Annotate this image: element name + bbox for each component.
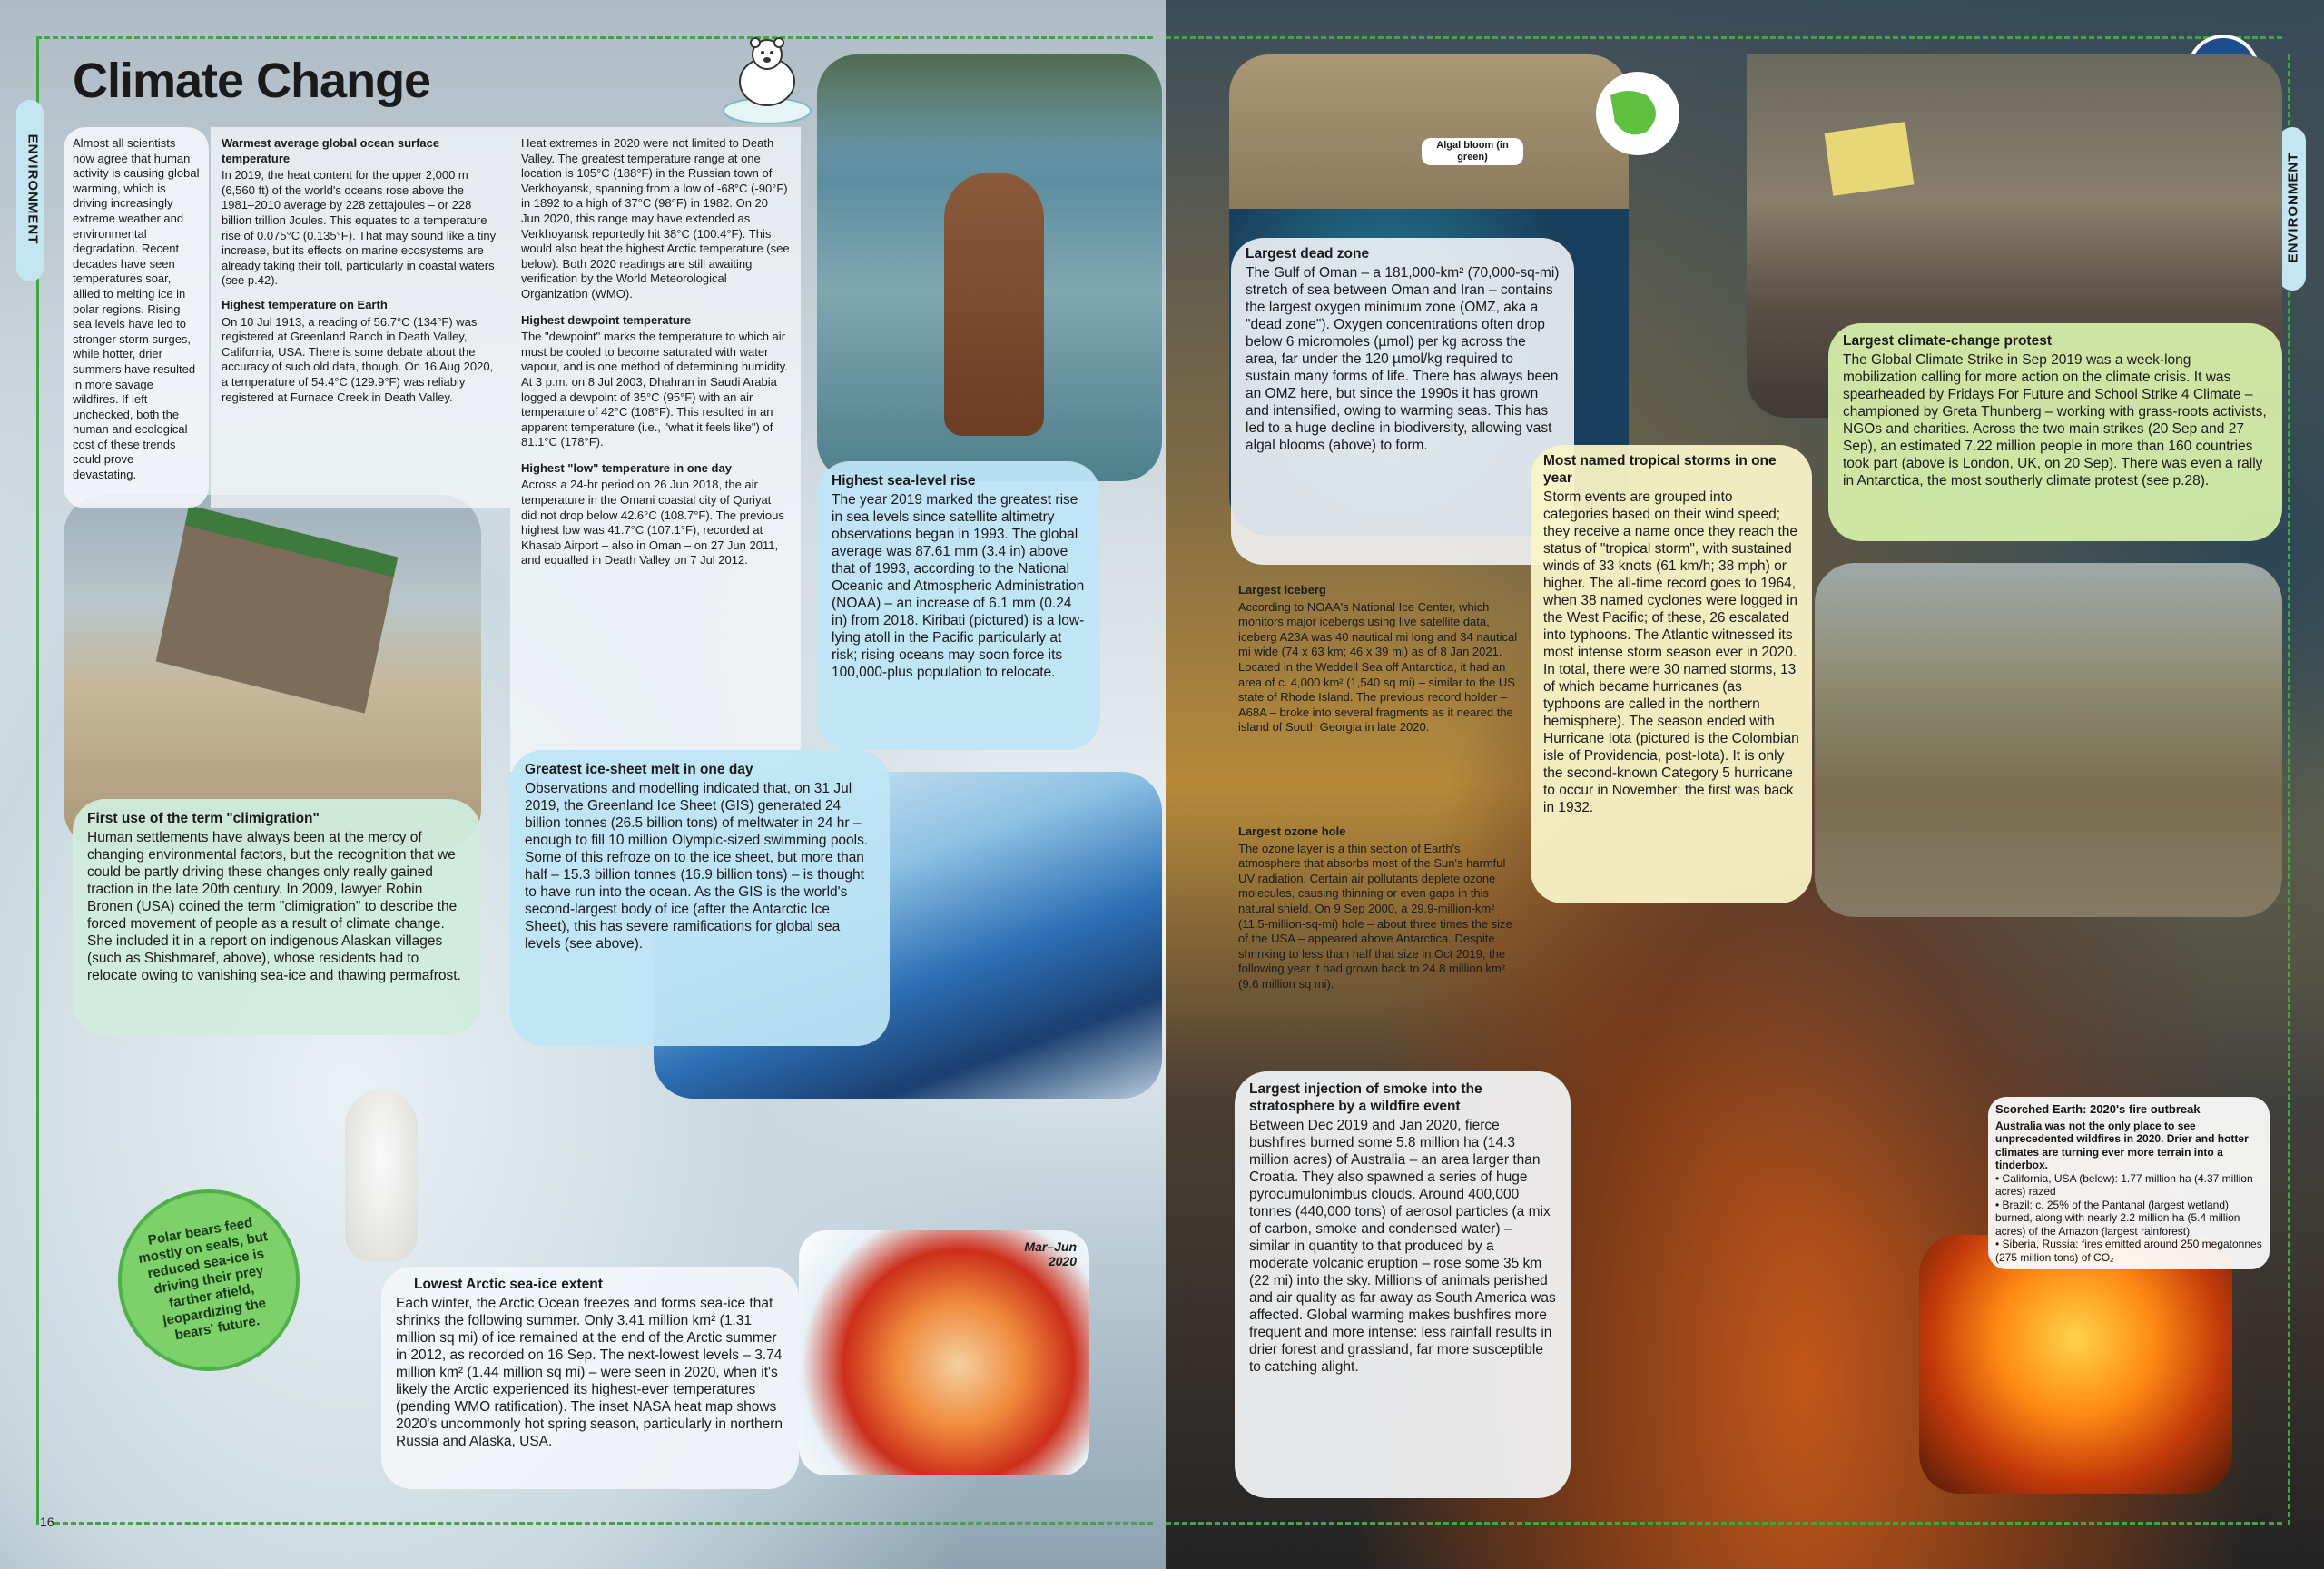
dead-zone-text: The Gulf of Oman – a 181,000-km² (70,000-sq-mi) stretch of sea between Oman and Iran – contains the largest oxygen minimum zone (OMZ, aka a "dead zone"). Oxygen concentrations often drop below 6 micromoles (µmol) per kg across the area, far under the 120 µmol/kg required to sustain many forms of life. There has always been an OMZ here, but since the 1990s it has grown and intensified, owing to warming seas. This has led to a huge decline in biodiversity, allowing vast algal blooms (above) to form. xyxy=(1246,265,1560,453)
scorched-earth-heading: Scorched Earth: 2020's fire outbreak xyxy=(1995,1102,2201,1116)
iceberg-box xyxy=(1229,577,1529,804)
temperature-range-text: Heat extremes in 2020 were not limited to Death Valley. The greatest temperature range at one location is 105°C (188°F) in the Russian town of Verkhoyansk, spanning from a low of -68°C (-90°F) in 1892 to a high of 37°C (98°F) in 1982. On 20 Jun 2020, this range may have extended as Verkhoyansk reportedly hit 38°C (100.4°F). This would also beat the highest Arctic temperature (see below). Both 2020 readings are still awaiting verification by the World Meteorological Organization (WMO). xyxy=(521,136,790,301)
section-label-right: ENVIRONMENT xyxy=(2285,152,2301,263)
climigration-text: Human settlements have always been at the mercy of changing environmental factors, but the recognition that we could be partly driving these changes only really gained traction in the late 20th century. In 2009, lawyer Robin Bronen (USA) coined the term "climigration" to describe the forced movement of people as a result of climate change. She included it in a report on indigenous Alaskan villages (such as Shishmaref, above), whose residents had to relocate owing to vanishing sea-ice and thawing permafrost. xyxy=(87,830,461,983)
sea-level-box xyxy=(817,461,1100,750)
wildfire-smoke-box xyxy=(1235,1071,1571,1498)
sea-ice-heading: Lowest Arctic sea-ice extent xyxy=(414,1277,603,1292)
protest-heading: Largest climate-change protest xyxy=(1843,333,2052,349)
scorched-earth-item: • California, USA (below): 1.77 million ha (4.37 million acres) razed xyxy=(1995,1171,2253,1199)
ozone-text: The ozone layer is a thin section of Earth's atmosphere that absorbs most of the Sun's harmful UV radiation. Certain air pollutants deplete ozone molecules, causing thinning or even gaps in this natural shield. On 9 Sep 2000, a 29.9-million-km² (11.5-million-sq-mi) hole – about three times the size of the USA – appeared above Antarctica. Despite shrinking to less than half that size in Oct 2019, the following year it had grown back to 24.8 million km² (9.6 million sq mi). xyxy=(1238,841,1512,991)
ocean-temp-box xyxy=(211,127,510,508)
intro-box xyxy=(64,127,209,508)
dewpoint-heading: Highest dewpoint temperature xyxy=(521,312,692,327)
sea-level-heading: Highest sea-level rise xyxy=(832,473,976,488)
climigration-box xyxy=(73,799,481,1035)
polar-bear-photo xyxy=(327,1071,436,1280)
page-title: Climate Change xyxy=(73,54,431,108)
scorched-earth-item: • Brazil: c. 25% of the Pantanal (largest wetland) burned, along with nearly 2.2 million ha (5.4 million acres) of the Amazon (largest rainforest) xyxy=(1995,1198,2240,1238)
globe-icon xyxy=(1592,68,1683,159)
climigration-heading: First use of the term "climigration" xyxy=(87,811,320,826)
section-tab-right xyxy=(2279,127,2306,291)
polar-bear-icon xyxy=(717,27,817,127)
wildfire-smoke-text: Between Dec 2019 and Jan 2020, fierce bushfires burned some 5.8 million ha (14.3 million acres) of Australia – an area larger than Croatia. They also spawned a series of huge pyrocumulonimbus clouds. Around 400,000 tonnes (440,000 tons) of aerosol particles (a mix of carbon, smoke and condensed water) – similar in quantity to that produced by a moderate volcanic eruption – rose some 35 km (22 mi) into the sky. Millions of animals perished and air quality as far away as South America was affected. Global warming makes bushfires more frequent and more intense: less rainfall results in drier forest and grassland, far more susceptible to catching alight. xyxy=(1249,1118,1556,1375)
temperature-range-box xyxy=(510,127,801,772)
right-page xyxy=(1166,0,2324,1569)
highest-low-text: Across a 24-hr period on 26 Jun 2018, the air temperature in the Omani coastal city of Quriyat did not drop below 42.6°C (108.7°F). The previous highest low was 41.7°C (107.1°F), recorded at Khasab Airport – also in Oman – on 27 Jun 2011, and equalled in Death Valley on 7 Jul 2012. xyxy=(521,478,784,567)
arctic-heat-map[interactable] xyxy=(799,1230,1089,1475)
heat-map-label: Mar–Jun 2020 xyxy=(1024,1239,1077,1268)
tropical-storms-text: Storm events are grouped into categories based on their wind speed; they receive a name once they reach the status of "tropical storm", with sustained winds of 33 knots (61 km/h; 38 mph) or higher. The all-time record goes to 1964, when 38 named cyclones were logged in the West Pacific; of these, 26 escalated into typhoons. The Atlantic witnessed its most intense storm season ever in 2020. In total, there were 30 named storms, 13 of which became hurricanes (as typhoons are called in the northern hemisphere). The season ended with Hurricane Iota (pictured is the Colombian isle of Providencia, post-Iota). It is only the second-known Category 5 hurricane to occur in November; the first was back in 1932. xyxy=(1543,489,1799,815)
dead-zone-box xyxy=(1231,238,1574,565)
dead-zone-heading: Largest dead zone xyxy=(1246,246,1370,262)
kiribati-photo xyxy=(817,54,1162,481)
tropical-storms-box xyxy=(1531,445,1812,903)
iceberg-text: According to NOAA's National Ice Center, which monitors major icebergs using live satellite data, iceberg A23A was 40 nautical mi long and 34 nautical mi wide (74 x 63 km; 46 x 39 mi) as of 8 Jan 2021. Located in the Weddell Sea off Antarctica, it had an area of c. 4,000 km² (1,540 sq mi) – similar to the US state of Rhode Island. The previous record holder – A68A – broke into several fragments as it neared the island of South Georgia in late 2020. xyxy=(1238,599,1518,735)
sea-ice-box xyxy=(381,1267,799,1489)
right-page-number: 17 xyxy=(2255,1515,2270,1529)
polar-bear-callout xyxy=(103,1175,314,1386)
highest-low-heading: Highest "low" temperature in one day xyxy=(521,460,732,475)
frame-bottom-dash xyxy=(54,1522,1153,1525)
wildfire-smoke-heading: Largest injection of smoke into the stratosphere by a wildfire event xyxy=(1249,1081,1482,1114)
scorched-earth-intro: Australia was not the only place to see unprecedented wildfires in 2020. Drier and hotter climates are turning ever more terrain into a tinderbox. xyxy=(1995,1119,2249,1172)
dewpoint-text: The "dewpoint" marks the temperature to which air must be cooled to become saturated with water vapour, and is one method of determining humidity. At 3 p.m. on 8 Jul 2003, Dhahran in Saudi Arabia logged a dewpoint of 35°C (95°F) with an air temperature of 42°C (108°F). This resulted in an apparent temperature (i.e., "what it feels like") of 81.1°C (178°F). xyxy=(521,330,788,449)
iceberg-heading: Largest iceberg xyxy=(1238,583,1326,597)
highest-temp-text: On 10 Jul 1913, a reading of 56.7°C (134°F) was registered at Greenland Ranch in Death Valley, California, USA. There is some debate about the accuracy of such old data, though. On 16 Aug 2020, a temperature of 54.4°C (129.9°F) was reliably registered at Furnace Creek in Death Valley. xyxy=(222,314,494,404)
ozone-heading: Largest ozone hole xyxy=(1238,824,1346,838)
ozone-box xyxy=(1229,819,1529,1055)
sea-level-text: The year 2019 marked the greatest rise in sea levels since satellite altimetry observations began in 1993. The global average was 87.61 mm (3.4 in) above that of 1993, according to the National Oceanic and Atmospheric Administration (NOAA) – an increase of 6.1 mm (0.24 in) from 2018. Kiribati (pictured) is a low-lying atoll in the Pacific particularly at risk; rising oceans may soon force its 100,000-plus population to relocate. xyxy=(832,492,1085,680)
providencia-photo xyxy=(1815,563,2282,917)
california-fire-photo xyxy=(1919,1235,2232,1494)
shishmaref-photo xyxy=(64,495,481,849)
scorched-earth-item: • Siberia, Russia: fires emitted around 250 megatonnes (275 million tons) of CO₂ xyxy=(1995,1238,2262,1264)
protest-text: The Global Climate Strike in Sep 2019 was a week-long mobilization calling for more action on the climate crisis. It was spearheaded by Fridays For Future and School Strike 4 Climate – championed by Greta Thunberg – working with grass-roots activists, NGOs and charities. Across the two main strikes (20 Sep and 27 Sep), an estimated 7.22 million people in more than 160 countries took part (above is London, UK, on 20 Sep). There was even a rally in Antarctica, the most southerly climate protest (see p.28). xyxy=(1843,352,2267,488)
ocean-temp-heading: Warmest average global ocean surface temperature xyxy=(222,136,440,165)
frame-bottom-dash-right xyxy=(1166,1522,2282,1525)
ice-sheet-melt-box xyxy=(510,750,890,1046)
frame-top-dash xyxy=(36,36,1153,39)
scorched-earth-box xyxy=(1988,1097,2270,1269)
ice-sheet-melt-heading: Greatest ice-sheet melt in one day xyxy=(525,762,753,777)
left-page-number: 16 xyxy=(40,1515,54,1529)
section-tab xyxy=(16,100,44,281)
ocean-temp-text: In 2019, the heat content for the upper 2,000 m (6,560 ft) of the world's oceans rose above the 1981–2010 average by 228 zettajoules – or 228 billion trillion Joules. This equates to a temperature rise of 0.075°C (0.135°F). That may sound like a tiny increase, but its effects on marine ecosystems are already taking their toll, particularly in coastal waters (see p.42). xyxy=(222,168,497,288)
frame-top-dash-right xyxy=(1166,36,2282,39)
polar-bear-callout-text: Polar bears feed mostly on seals, but reduced sea-ice is driving their prey farther afield, jeopardizing the bears' future. xyxy=(137,1214,270,1344)
algal-bloom-label: Algal bloom (in green) xyxy=(1422,138,1523,165)
tropical-storms-heading: Most named tropical storms in one year xyxy=(1543,453,1777,486)
ice-sheet-melt-text: Observations and modelling indicated that, on 31 Jul 2019, the Greenland Ice Sheet (GIS) generated 24 billion tonnes (26.5 billion tons) of meltwater in 24 hr – enough to fill 10 million Olympic-sized swimming pools. Some of this refroze on to the ice sheet, but more than half – 15.3 billion tonnes (16.9 billion tons) – is thought to have run into the ocean. As the GIS is the world's second-largest body of ice (after the Antarctic Ice Sheet), this has severe ramifications for global sea levels (see above). xyxy=(525,781,869,952)
section-label: ENVIRONMENT xyxy=(25,133,41,245)
highest-temp-heading: Highest temperature on Earth xyxy=(222,297,388,311)
protest-box xyxy=(1828,323,2282,541)
intro-text: Almost all scientists now agree that human activity is causing global warming, which is driving increasingly extreme weather and environmental degradation. Recent decades have seen temperatures soar, allied to melting ice in polar regions. Rising sea levels have led to stronger storm surges, while hotter, drier summers have resulted in more savage wildfires. If left unchecked, both the human and ecological cost of these trends could prove devastating. xyxy=(73,136,200,482)
sea-ice-text: Each winter, the Arctic Ocean freezes and forms sea-ice that shrinks the following summer. Only 3.41 million km² (1.31 million sq mi) of ice remained at the end of the Arctic summer in 2012, as recorded on 16 Sep. The next-lowest levels – 3.74 million km² (1.44 million sq mi) – were seen in 2020, when it's likely the Arctic experienced its highest-ever temperatures (pending WMO ratification). The inset NASA heat map shows 2020's uncommonly hot spring season, particularly in northern Russia and Alaska, USA. xyxy=(396,1296,783,1449)
